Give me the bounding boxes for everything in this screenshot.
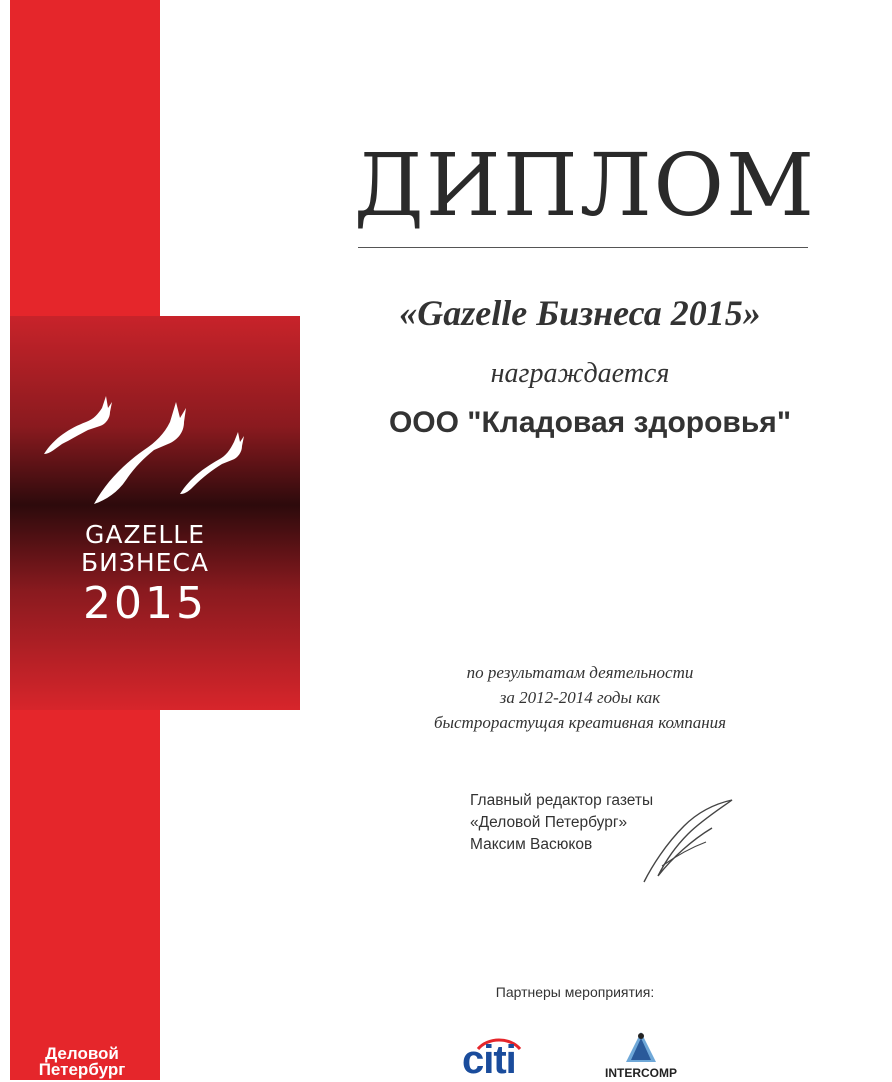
recipient-name: ООО "Кладовая здоровья" — [388, 406, 792, 439]
award-reason — [360, 660, 800, 735]
publisher-logo-line2: Петербург — [38, 1060, 126, 1079]
reason-line: по результатам деятельности — [466, 663, 694, 682]
signatory-title: Главный редактор газеты — [470, 792, 654, 809]
signature-icon — [632, 796, 742, 888]
publisher-logo-line1: Деловой — [45, 1044, 119, 1063]
emblem-panel — [10, 316, 300, 710]
reason-line: за 2012-2014 годы как — [499, 688, 661, 707]
publisher-logo — [22, 1046, 142, 1078]
signatory-newspaper: «Деловой Петербург» — [470, 814, 628, 831]
reason-line: быстрорастущая креативная компания — [433, 713, 727, 732]
citi-logo: citi — [462, 1038, 516, 1082]
intercomp-logo: INTERCOMP — [605, 1066, 677, 1080]
awarded-text: награждается — [490, 358, 670, 389]
partners-label: Партнеры мероприятия: — [495, 984, 655, 1000]
gazelles-icon — [40, 388, 250, 508]
award-name: «Gazelle Бизнеса 2015» — [399, 293, 761, 333]
emblem-year: 2015 — [83, 578, 207, 629]
diploma-title: ДИПЛОМ — [353, 136, 817, 236]
title-divider — [358, 247, 808, 248]
emblem-business-text: БИЗНЕСА — [80, 548, 210, 577]
emblem-gazelle-text: GAZELLE — [84, 520, 206, 549]
intercomp-logo-icon — [624, 1030, 658, 1066]
signatory-name: Максим Васюков — [470, 836, 593, 853]
